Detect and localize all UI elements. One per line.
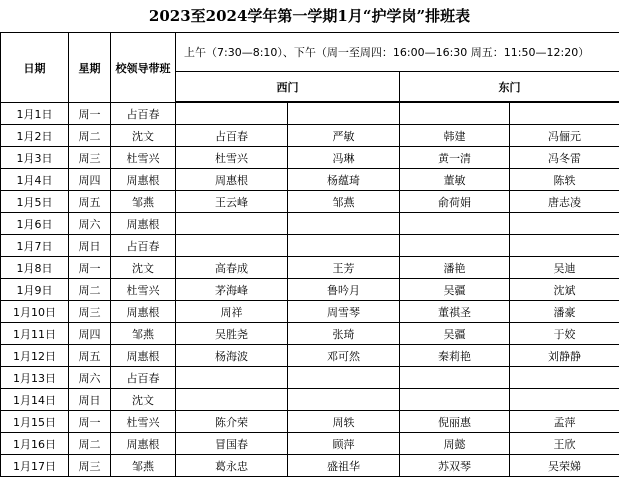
weekday-cell: 周五 (69, 191, 111, 213)
west-gate-duty-1: 杜雪兴 (176, 147, 288, 169)
east-gate-duty-1: 俞荷娟 (400, 191, 510, 213)
date-cell: 1月14日 (1, 389, 69, 411)
east-gate-duty-2: 于姣 (510, 323, 619, 345)
date-cell: 1月6日 (1, 213, 69, 235)
west-gate-duty-1 (176, 367, 288, 389)
header-weekday: 星期 (69, 33, 111, 103)
west-gate-duty-1 (176, 235, 288, 257)
east-gate-duty-2 (510, 235, 619, 257)
west-gate-duty-2: 张琦 (288, 323, 400, 345)
east-gate-duty-1: 倪丽惠 (400, 411, 510, 433)
date-cell: 1月17日 (1, 455, 69, 477)
date-cell: 1月1日 (1, 103, 69, 125)
leader-cell: 杜雪兴 (111, 411, 176, 433)
weekday-cell: 周一 (69, 257, 111, 279)
east-gate-duty-1 (400, 367, 510, 389)
weekday-cell: 周四 (69, 323, 111, 345)
west-gate-duty-1: 周惠根 (176, 169, 288, 191)
east-gate-duty-2: 冯冬雷 (510, 147, 619, 169)
table-row (1, 455, 619, 477)
east-gate-duty-1 (400, 103, 510, 125)
east-gate-duty-2: 刘静静 (510, 345, 619, 367)
date-cell: 1月16日 (1, 433, 69, 455)
date-cell: 1月4日 (1, 169, 69, 191)
leader-cell: 占百春 (111, 103, 176, 125)
table-row (1, 103, 619, 125)
west-gate-duty-2: 顾萍 (288, 433, 400, 455)
west-gate-duty-1: 高春成 (176, 257, 288, 279)
weekday-cell: 周六 (69, 367, 111, 389)
weekday-cell: 周三 (69, 301, 111, 323)
date-cell: 1月15日 (1, 411, 69, 433)
east-gate-duty-2: 孟萍 (510, 411, 619, 433)
table-row (1, 147, 619, 169)
west-gate-duty-1: 杨海波 (176, 345, 288, 367)
east-gate-duty-2 (510, 213, 619, 235)
table-row (1, 389, 619, 411)
weekday-cell: 周三 (69, 455, 111, 477)
weekday-cell: 周四 (69, 169, 111, 191)
east-gate-duty-1: 董祺圣 (400, 301, 510, 323)
weekday-cell: 周日 (69, 389, 111, 411)
east-gate-duty-1: 潘艳 (400, 257, 510, 279)
west-gate-duty-2: 冯琳 (288, 147, 400, 169)
table-row (1, 169, 619, 191)
west-gate-duty-1: 冒国春 (176, 433, 288, 455)
east-gate-duty-1 (400, 235, 510, 257)
east-gate-duty-2: 陈轶 (510, 169, 619, 191)
west-gate-duty-2 (288, 235, 400, 257)
weekday-cell: 周二 (69, 279, 111, 301)
west-gate-duty-1 (176, 213, 288, 235)
west-gate-duty-2: 王芳 (288, 257, 400, 279)
leader-cell: 杜雪兴 (111, 279, 176, 301)
west-gate-duty-2 (288, 213, 400, 235)
date-cell: 1月3日 (1, 147, 69, 169)
west-gate-duty-1: 周祥 (176, 301, 288, 323)
leader-cell: 杜雪兴 (111, 147, 176, 169)
leader-cell: 占百春 (111, 367, 176, 389)
leader-cell: 周惠根 (111, 345, 176, 367)
west-gate-duty-2 (288, 367, 400, 389)
leader-cell: 周惠根 (111, 213, 176, 235)
east-gate-duty-2 (510, 389, 619, 411)
east-gate-duty-2: 王欣 (510, 433, 619, 455)
west-gate-duty-1 (176, 389, 288, 411)
leader-cell: 沈文 (111, 257, 176, 279)
west-gate-duty-2: 邓可然 (288, 345, 400, 367)
header-leader: 校领导带班 (111, 33, 176, 103)
date-cell: 1月7日 (1, 235, 69, 257)
table-row (1, 301, 619, 323)
west-gate-duty-1: 陈介荣 (176, 411, 288, 433)
west-gate-duty-1 (176, 103, 288, 125)
east-gate-duty-1 (400, 389, 510, 411)
weekday-cell: 周三 (69, 147, 111, 169)
east-gate-duty-1 (400, 213, 510, 235)
weekday-cell: 周一 (69, 411, 111, 433)
west-gate-duty-1: 占百春 (176, 125, 288, 147)
leader-cell: 周惠根 (111, 433, 176, 455)
table-row (1, 125, 619, 147)
header-west-gate: 西门 (176, 72, 400, 102)
west-gate-duty-2: 严敏 (288, 125, 400, 147)
east-gate-duty-1: 韩建 (400, 125, 510, 147)
table-row (1, 213, 619, 235)
leader-cell: 周惠根 (111, 169, 176, 191)
east-gate-duty-2: 唐志凌 (510, 191, 619, 213)
leader-cell: 邹燕 (111, 455, 176, 477)
table-row (1, 411, 619, 433)
table-row (1, 323, 619, 345)
east-gate-duty-1: 苏双琴 (400, 455, 510, 477)
east-gate-duty-1: 吴疆 (400, 279, 510, 301)
west-gate-duty-1: 茅海峰 (176, 279, 288, 301)
header-east-gate: 东门 (400, 72, 619, 102)
west-gate-duty-1: 王云峰 (176, 191, 288, 213)
east-gate-duty-2: 吴荣娣 (510, 455, 619, 477)
weekday-cell: 周日 (69, 235, 111, 257)
table-row (1, 433, 619, 455)
leader-cell: 周惠根 (111, 301, 176, 323)
weekday-cell: 周二 (69, 125, 111, 147)
west-gate-duty-2 (288, 103, 400, 125)
east-gate-duty-2: 冯俪元 (510, 125, 619, 147)
header-row (1, 33, 619, 72)
leader-cell: 邹燕 (111, 323, 176, 345)
page-title: 2023至2024学年第一学期1月“护学岗”排班表 (148, 7, 471, 25)
west-gate-duty-2: 周雪琴 (288, 301, 400, 323)
east-gate-duty-2 (510, 367, 619, 389)
west-gate-duty-1: 吴胜尧 (176, 323, 288, 345)
east-gate-duty-1: 董敏 (400, 169, 510, 191)
west-gate-duty-1: 葛永忠 (176, 455, 288, 477)
date-cell: 1月12日 (1, 345, 69, 367)
time-note: 上午（7:30—8:10）、下午（周一至周四：16:00—16:30 周五：11:50—12:20） (176, 33, 619, 72)
east-gate-duty-1: 吴疆 (400, 323, 510, 345)
west-gate-duty-2: 鲁吟月 (288, 279, 400, 301)
date-cell: 1月5日 (1, 191, 69, 213)
west-gate-duty-2: 盛祖华 (288, 455, 400, 477)
leader-cell: 沈文 (111, 125, 176, 147)
date-cell: 1月2日 (1, 125, 69, 147)
table-row (1, 279, 619, 301)
table-row (1, 191, 619, 213)
leader-cell: 占百春 (111, 235, 176, 257)
weekday-cell: 周五 (69, 345, 111, 367)
east-gate-duty-2: 吴迪 (510, 257, 619, 279)
west-gate-duty-2: 杨蕴琦 (288, 169, 400, 191)
east-gate-duty-2: 潘豪 (510, 301, 619, 323)
table-row (1, 367, 619, 389)
date-cell: 1月9日 (1, 279, 69, 301)
east-gate-duty-1: 黄一清 (400, 147, 510, 169)
east-gate-duty-1: 周懿 (400, 433, 510, 455)
table-row (1, 257, 619, 279)
east-gate-duty-2: 沈斌 (510, 279, 619, 301)
weekday-cell: 周二 (69, 433, 111, 455)
west-gate-duty-2 (288, 389, 400, 411)
leader-cell: 邹燕 (111, 191, 176, 213)
date-cell: 1月8日 (1, 257, 69, 279)
west-gate-duty-2: 周轶 (288, 411, 400, 433)
schedule-table (0, 32, 619, 477)
east-gate-duty-2 (510, 103, 619, 125)
weekday-cell: 周六 (69, 213, 111, 235)
header-date: 日期 (1, 33, 69, 103)
date-cell: 1月13日 (1, 367, 69, 389)
date-cell: 1月10日 (1, 301, 69, 323)
table-row (1, 235, 619, 257)
weekday-cell: 周一 (69, 103, 111, 125)
east-gate-duty-1: 秦莉艳 (400, 345, 510, 367)
date-cell: 1月11日 (1, 323, 69, 345)
table-row (1, 345, 619, 367)
west-gate-duty-2: 邹燕 (288, 191, 400, 213)
leader-cell: 沈文 (111, 389, 176, 411)
